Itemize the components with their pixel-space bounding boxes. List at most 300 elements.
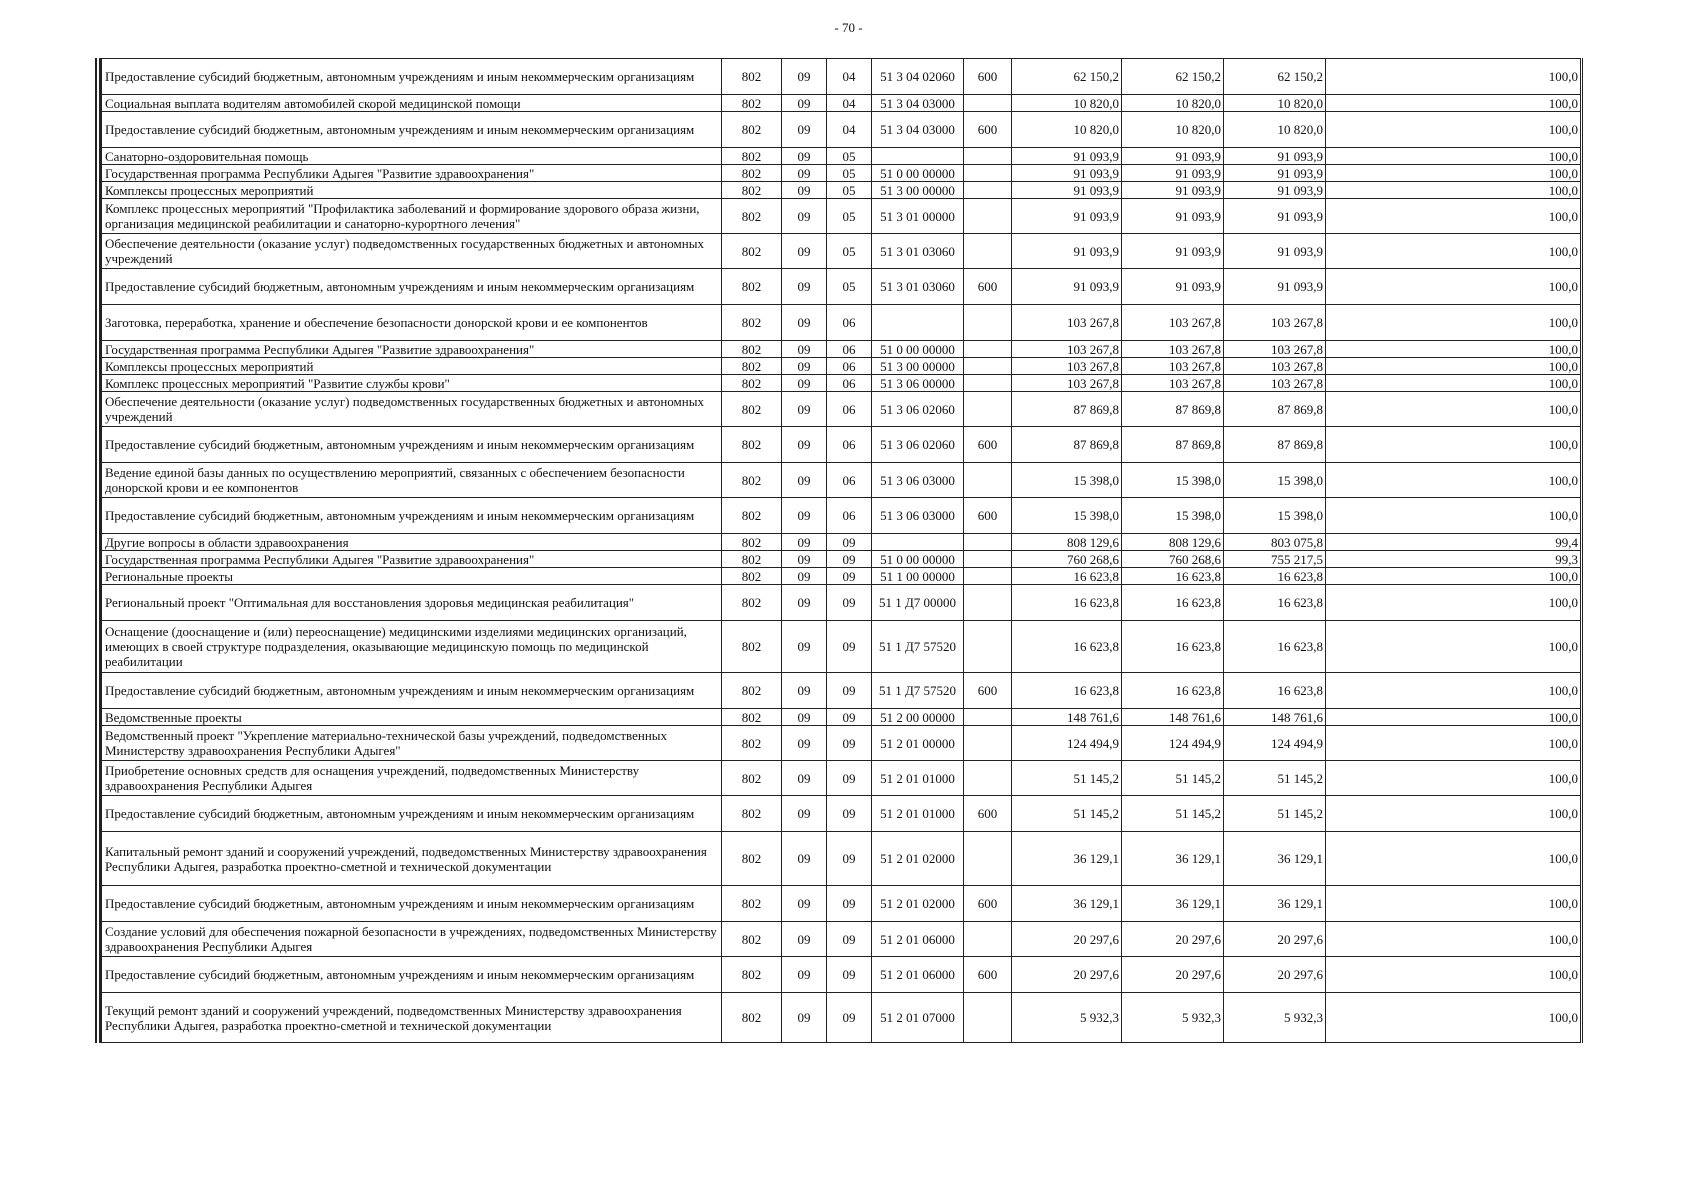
row-target-code: 51 3 04 02060 (872, 59, 964, 95)
row-name: Предоставление субсидий бюджетным, автономным учреждениям и иным некоммерческим организациям (102, 796, 722, 832)
row-section-code: 09 (782, 498, 827, 534)
row-value-2: 15 398,0 (1122, 463, 1224, 498)
row-name: Приобретение основных средств для оснащения учреждений, подведомственных Министерству здравоохранения Республики Адыгея (102, 761, 722, 796)
row-value-1: 10 820,0 (1012, 95, 1122, 112)
row-value-3: 87 869,8 (1224, 392, 1326, 427)
row-value-3: 62 150,2 (1224, 59, 1326, 95)
row-expense-type-code (964, 392, 1012, 427)
row-name: Предоставление субсидий бюджетным, автономным учреждениям и иным некоммерческим организациям (102, 673, 722, 709)
row-value-2: 15 398,0 (1122, 498, 1224, 534)
row-name: Государственная программа Республики Адыгея "Развитие здравоохранения" (102, 341, 722, 358)
row-target-code: 51 3 06 00000 (872, 375, 964, 392)
row-name: Комплексы процессных мероприятий (102, 358, 722, 375)
row-name: Обеспечение деятельности (оказание услуг) подведомственных государственных бюджетных и автономных учреждений (102, 234, 722, 269)
row-name: Предоставление субсидий бюджетным, автономным учреждениям и иным некоммерческим организациям (102, 59, 722, 95)
row-expense-type-code: 600 (964, 886, 1012, 922)
row-target-code: 51 3 04 03000 (872, 95, 964, 112)
row-target-code: 51 2 01 02000 (872, 886, 964, 922)
row-value-1: 15 398,0 (1012, 463, 1122, 498)
row-target-code: 51 1 00 00000 (872, 568, 964, 585)
table-row (102, 534, 1582, 551)
table-row (102, 112, 1582, 148)
row-target-code: 51 0 00 00000 (872, 551, 964, 568)
row-subsection-code: 09 (827, 673, 872, 709)
budget-table (101, 58, 1583, 1043)
row-percent: 100,0 (1326, 621, 1582, 673)
table-row (102, 392, 1582, 427)
row-section-code: 09 (782, 673, 827, 709)
row-expense-type-code (964, 993, 1012, 1043)
row-ved-code: 802 (722, 886, 782, 922)
row-expense-type-code (964, 551, 1012, 568)
row-value-3: 36 129,1 (1224, 886, 1326, 922)
row-expense-type-code (964, 832, 1012, 886)
row-value-3: 103 267,8 (1224, 358, 1326, 375)
table-row (102, 148, 1582, 165)
row-ved-code: 802 (722, 165, 782, 182)
row-section-code: 09 (782, 761, 827, 796)
row-value-2: 16 623,8 (1122, 568, 1224, 585)
row-section-code: 09 (782, 182, 827, 199)
table-row (102, 761, 1582, 796)
row-subsection-code: 09 (827, 886, 872, 922)
row-value-3: 755 217,5 (1224, 551, 1326, 568)
row-section-code: 09 (782, 551, 827, 568)
table-body (102, 59, 1582, 1043)
row-subsection-code: 09 (827, 957, 872, 993)
row-name: Комплекс процессных мероприятий "Развитие службы крови" (102, 375, 722, 392)
row-expense-type-code: 600 (964, 673, 1012, 709)
row-subsection-code: 09 (827, 551, 872, 568)
row-expense-type-code (964, 95, 1012, 112)
row-value-2: 124 494,9 (1122, 726, 1224, 761)
row-subsection-code: 04 (827, 95, 872, 112)
row-percent: 100,0 (1326, 568, 1582, 585)
row-value-2: 16 623,8 (1122, 585, 1224, 621)
row-percent: 100,0 (1326, 112, 1582, 148)
row-ved-code: 802 (722, 709, 782, 726)
row-target-code: 51 3 00 00000 (872, 182, 964, 199)
row-ved-code: 802 (722, 957, 782, 993)
row-value-1: 91 093,9 (1012, 148, 1122, 165)
row-expense-type-code (964, 922, 1012, 957)
row-percent: 100,0 (1326, 182, 1582, 199)
row-value-3: 15 398,0 (1224, 463, 1326, 498)
table-row (102, 709, 1582, 726)
row-section-code: 09 (782, 269, 827, 305)
row-name: Предоставление субсидий бюджетным, автономным учреждениям и иным некоммерческим организациям (102, 427, 722, 463)
table-row (102, 993, 1582, 1043)
row-name: Заготовка, переработка, хранение и обеспечение безопасности донорской крови и ее компонентов (102, 305, 722, 341)
row-target-code: 51 2 01 00000 (872, 726, 964, 761)
table-row (102, 922, 1582, 957)
row-percent: 100,0 (1326, 95, 1582, 112)
row-value-1: 36 129,1 (1012, 886, 1122, 922)
row-value-2: 91 093,9 (1122, 234, 1224, 269)
row-name: Комплексы процессных мероприятий (102, 182, 722, 199)
row-value-3: 16 623,8 (1224, 585, 1326, 621)
row-percent: 100,0 (1326, 199, 1582, 234)
row-value-2: 36 129,1 (1122, 886, 1224, 922)
row-ved-code: 802 (722, 95, 782, 112)
row-value-1: 5 932,3 (1012, 993, 1122, 1043)
row-ved-code: 802 (722, 726, 782, 761)
row-target-code: 51 2 01 06000 (872, 922, 964, 957)
row-section-code: 09 (782, 957, 827, 993)
row-expense-type-code (964, 568, 1012, 585)
row-percent: 100,0 (1326, 305, 1582, 341)
row-ved-code: 802 (722, 234, 782, 269)
row-subsection-code: 09 (827, 922, 872, 957)
row-value-1: 36 129,1 (1012, 832, 1122, 886)
row-subsection-code: 06 (827, 427, 872, 463)
row-expense-type-code: 600 (964, 498, 1012, 534)
row-subsection-code: 06 (827, 341, 872, 358)
row-expense-type-code: 600 (964, 957, 1012, 993)
row-subsection-code: 06 (827, 375, 872, 392)
row-name: Создание условий для обеспечения пожарной безопасности в учреждениях, подведомственных Министерству здравоохранения Республики Адыгея (102, 922, 722, 957)
row-name: Другие вопросы в области здравоохранения (102, 534, 722, 551)
row-value-3: 16 623,8 (1224, 673, 1326, 709)
row-value-1: 20 297,6 (1012, 922, 1122, 957)
row-section-code: 09 (782, 886, 827, 922)
row-expense-type-code (964, 182, 1012, 199)
row-subsection-code: 09 (827, 832, 872, 886)
row-value-1: 51 145,2 (1012, 761, 1122, 796)
row-value-2: 760 268,6 (1122, 551, 1224, 568)
row-section-code: 09 (782, 234, 827, 269)
row-section-code: 09 (782, 59, 827, 95)
row-ved-code: 802 (722, 585, 782, 621)
row-value-3: 16 623,8 (1224, 621, 1326, 673)
row-percent: 100,0 (1326, 358, 1582, 375)
row-value-2: 36 129,1 (1122, 832, 1224, 886)
row-target-code: 51 2 01 01000 (872, 796, 964, 832)
row-value-1: 16 623,8 (1012, 621, 1122, 673)
row-name: Ведомственный проект "Укрепление материально-технической базы учреждений, подведомственных Министерству здравоохранения Республики Адыгея" (102, 726, 722, 761)
table-row (102, 673, 1582, 709)
row-value-3: 15 398,0 (1224, 498, 1326, 534)
row-value-3: 10 820,0 (1224, 95, 1326, 112)
row-percent: 100,0 (1326, 427, 1582, 463)
row-percent: 100,0 (1326, 165, 1582, 182)
row-value-2: 16 623,8 (1122, 673, 1224, 709)
row-value-1: 808 129,6 (1012, 534, 1122, 551)
row-target-code: 51 3 06 03000 (872, 498, 964, 534)
row-target-code: 51 3 00 00000 (872, 358, 964, 375)
row-expense-type-code (964, 709, 1012, 726)
row-section-code: 09 (782, 534, 827, 551)
row-subsection-code: 06 (827, 498, 872, 534)
row-value-3: 5 932,3 (1224, 993, 1326, 1043)
row-target-code: 51 1 Д7 00000 (872, 585, 964, 621)
row-section-code: 09 (782, 148, 827, 165)
row-percent: 100,0 (1326, 341, 1582, 358)
row-target-code (872, 148, 964, 165)
table-row (102, 305, 1582, 341)
row-name: Предоставление субсидий бюджетным, автономным учреждениям и иным некоммерческим организациям (102, 112, 722, 148)
row-name: Предоставление субсидий бюджетным, автономным учреждениям и иным некоммерческим организациям (102, 498, 722, 534)
row-target-code: 51 1 Д7 57520 (872, 673, 964, 709)
row-ved-code: 802 (722, 673, 782, 709)
row-value-3: 91 093,9 (1224, 165, 1326, 182)
row-subsection-code: 05 (827, 182, 872, 199)
row-name: Предоставление субсидий бюджетным, автономным учреждениям и иным некоммерческим организациям (102, 957, 722, 993)
row-section-code: 09 (782, 305, 827, 341)
row-percent: 100,0 (1326, 957, 1582, 993)
row-expense-type-code: 600 (964, 59, 1012, 95)
row-value-2: 103 267,8 (1122, 305, 1224, 341)
row-section-code: 09 (782, 585, 827, 621)
row-subsection-code: 09 (827, 796, 872, 832)
row-section-code: 09 (782, 95, 827, 112)
row-subsection-code: 05 (827, 148, 872, 165)
row-expense-type-code: 600 (964, 796, 1012, 832)
row-name: Обеспечение деятельности (оказание услуг) подведомственных государственных бюджетных и автономных учреждений (102, 392, 722, 427)
table-row (102, 165, 1582, 182)
row-subsection-code: 09 (827, 726, 872, 761)
row-value-2: 87 869,8 (1122, 427, 1224, 463)
row-value-3: 36 129,1 (1224, 832, 1326, 886)
table-row (102, 726, 1582, 761)
row-value-2: 91 093,9 (1122, 148, 1224, 165)
table-row (102, 551, 1582, 568)
table-row (102, 182, 1582, 199)
row-value-3: 91 093,9 (1224, 148, 1326, 165)
row-target-code: 51 1 Д7 57520 (872, 621, 964, 673)
row-ved-code: 802 (722, 148, 782, 165)
row-percent: 100,0 (1326, 886, 1582, 922)
row-section-code: 09 (782, 341, 827, 358)
row-value-2: 91 093,9 (1122, 199, 1224, 234)
row-expense-type-code (964, 463, 1012, 498)
row-value-3: 91 093,9 (1224, 269, 1326, 305)
row-value-1: 51 145,2 (1012, 796, 1122, 832)
row-name: Комплекс процессных мероприятий "Профилактика заболеваний и формирование здорового образа жизни, организация медицинской реабилитации и санаторно-курортного лечения" (102, 199, 722, 234)
row-value-3: 20 297,6 (1224, 922, 1326, 957)
row-value-2: 10 820,0 (1122, 95, 1224, 112)
row-percent: 100,0 (1326, 761, 1582, 796)
table-row (102, 585, 1582, 621)
row-ved-code: 802 (722, 112, 782, 148)
row-percent: 100,0 (1326, 585, 1582, 621)
row-subsection-code: 06 (827, 463, 872, 498)
row-value-3: 148 761,6 (1224, 709, 1326, 726)
row-section-code: 09 (782, 427, 827, 463)
row-value-3: 87 869,8 (1224, 427, 1326, 463)
row-name: Государственная программа Республики Адыгея "Развитие здравоохранения" (102, 551, 722, 568)
row-value-3: 103 267,8 (1224, 305, 1326, 341)
row-value-2: 103 267,8 (1122, 341, 1224, 358)
row-value-1: 16 623,8 (1012, 568, 1122, 585)
table-row (102, 796, 1582, 832)
row-target-code: 51 3 01 03060 (872, 269, 964, 305)
row-ved-code: 802 (722, 534, 782, 551)
row-ved-code: 802 (722, 621, 782, 673)
row-ved-code: 802 (722, 375, 782, 392)
row-ved-code: 802 (722, 463, 782, 498)
row-section-code: 09 (782, 392, 827, 427)
row-value-1: 124 494,9 (1012, 726, 1122, 761)
row-target-code: 51 3 06 02060 (872, 392, 964, 427)
row-target-code: 51 2 00 00000 (872, 709, 964, 726)
table-row (102, 234, 1582, 269)
row-subsection-code: 09 (827, 534, 872, 551)
row-percent: 99,3 (1326, 551, 1582, 568)
row-section-code: 09 (782, 165, 827, 182)
row-subsection-code: 05 (827, 234, 872, 269)
row-section-code: 09 (782, 463, 827, 498)
table-row (102, 568, 1582, 585)
row-percent: 100,0 (1326, 832, 1582, 886)
row-value-1: 91 093,9 (1012, 269, 1122, 305)
row-value-2: 808 129,6 (1122, 534, 1224, 551)
row-name: Капитальный ремонт зданий и сооружений учреждений, подведомственных Министерству здравоохранения Республики Адыгея, разработка проектно-сметной и технической документации (102, 832, 722, 886)
row-value-3: 20 297,6 (1224, 957, 1326, 993)
row-ved-code: 802 (722, 182, 782, 199)
row-section-code: 09 (782, 796, 827, 832)
row-value-2: 91 093,9 (1122, 269, 1224, 305)
table-row (102, 341, 1582, 358)
row-value-1: 103 267,8 (1012, 341, 1122, 358)
row-value-2: 51 145,2 (1122, 796, 1224, 832)
row-expense-type-code (964, 305, 1012, 341)
row-percent: 100,0 (1326, 673, 1582, 709)
row-subsection-code: 09 (827, 993, 872, 1043)
row-name: Оснащение (дооснащение и (или) переоснащение) медицинскими изделиями медицинских организаций, имеющих в своей структуре подразделения, оказывающие медицинскую помощь по медицинской реабилитации (102, 621, 722, 673)
row-name: Социальная выплата водителям автомобилей скорой медицинской помощи (102, 95, 722, 112)
row-value-1: 760 268,6 (1012, 551, 1122, 568)
table-row (102, 498, 1582, 534)
row-ved-code: 802 (722, 269, 782, 305)
row-value-1: 87 869,8 (1012, 427, 1122, 463)
row-value-3: 91 093,9 (1224, 234, 1326, 269)
row-section-code: 09 (782, 375, 827, 392)
row-ved-code: 802 (722, 358, 782, 375)
row-value-3: 10 820,0 (1224, 112, 1326, 148)
row-expense-type-code (964, 358, 1012, 375)
row-target-code: 51 2 01 06000 (872, 957, 964, 993)
row-value-3: 16 623,8 (1224, 568, 1326, 585)
row-subsection-code: 06 (827, 392, 872, 427)
row-ved-code: 802 (722, 922, 782, 957)
row-value-3: 103 267,8 (1224, 375, 1326, 392)
row-value-3: 91 093,9 (1224, 199, 1326, 234)
row-value-3: 51 145,2 (1224, 761, 1326, 796)
row-ved-code: 802 (722, 832, 782, 886)
row-ved-code: 802 (722, 568, 782, 585)
row-expense-type-code (964, 165, 1012, 182)
row-subsection-code: 06 (827, 358, 872, 375)
row-percent: 100,0 (1326, 59, 1582, 95)
row-section-code: 09 (782, 726, 827, 761)
row-name: Текущий ремонт зданий и сооружений учреждений, подведомственных Министерству здравоохранения Республики Адыгея, разработка проектно-сметной и технической документации (102, 993, 722, 1043)
row-name: Ведомственные проекты (102, 709, 722, 726)
row-target-code: 51 2 01 07000 (872, 993, 964, 1043)
row-value-1: 103 267,8 (1012, 358, 1122, 375)
row-value-3: 51 145,2 (1224, 796, 1326, 832)
row-value-1: 16 623,8 (1012, 585, 1122, 621)
row-ved-code: 802 (722, 498, 782, 534)
table-row (102, 463, 1582, 498)
row-expense-type-code (964, 761, 1012, 796)
row-value-1: 10 820,0 (1012, 112, 1122, 148)
row-value-1: 103 267,8 (1012, 305, 1122, 341)
page-number: - 70 - (834, 20, 863, 35)
row-percent: 100,0 (1326, 796, 1582, 832)
row-value-2: 51 145,2 (1122, 761, 1224, 796)
row-section-code: 09 (782, 358, 827, 375)
row-value-3: 103 267,8 (1224, 341, 1326, 358)
table-row (102, 269, 1582, 305)
row-value-1: 148 761,6 (1012, 709, 1122, 726)
row-name: Ведение единой базы данных по осуществлению мероприятий, связанных с обеспечением безопасности донорской крови и ее компонентов (102, 463, 722, 498)
row-ved-code: 802 (722, 305, 782, 341)
table-row (102, 832, 1582, 886)
row-ved-code: 802 (722, 341, 782, 358)
row-target-code: 51 2 01 01000 (872, 761, 964, 796)
row-expense-type-code (964, 341, 1012, 358)
row-ved-code: 802 (722, 59, 782, 95)
row-ved-code: 802 (722, 796, 782, 832)
row-value-1: 91 093,9 (1012, 234, 1122, 269)
row-value-2: 148 761,6 (1122, 709, 1224, 726)
row-name: Санаторно-оздоровительная помощь (102, 148, 722, 165)
row-value-2: 10 820,0 (1122, 112, 1224, 148)
table-row (102, 427, 1582, 463)
row-value-1: 15 398,0 (1012, 498, 1122, 534)
row-section-code: 09 (782, 199, 827, 234)
row-percent: 100,0 (1326, 392, 1582, 427)
row-ved-code: 802 (722, 199, 782, 234)
row-target-code: 51 0 00 00000 (872, 341, 964, 358)
row-percent: 100,0 (1326, 375, 1582, 392)
table-row (102, 886, 1582, 922)
row-value-2: 5 932,3 (1122, 993, 1224, 1043)
row-value-1: 103 267,8 (1012, 375, 1122, 392)
row-section-code: 09 (782, 832, 827, 886)
row-section-code: 09 (782, 568, 827, 585)
row-value-2: 103 267,8 (1122, 358, 1224, 375)
row-name: Государственная программа Республики Адыгея "Развитие здравоохранения" (102, 165, 722, 182)
row-ved-code: 802 (722, 761, 782, 796)
row-ved-code: 802 (722, 993, 782, 1043)
row-value-2: 103 267,8 (1122, 375, 1224, 392)
row-value-2: 16 623,8 (1122, 621, 1224, 673)
row-subsection-code: 05 (827, 269, 872, 305)
row-percent: 100,0 (1326, 269, 1582, 305)
row-subsection-code: 09 (827, 621, 872, 673)
row-value-1: 91 093,9 (1012, 182, 1122, 199)
row-value-3: 124 494,9 (1224, 726, 1326, 761)
row-subsection-code: 06 (827, 305, 872, 341)
row-value-2: 20 297,6 (1122, 957, 1224, 993)
row-subsection-code: 05 (827, 199, 872, 234)
row-percent: 99,4 (1326, 534, 1582, 551)
row-expense-type-code: 600 (964, 427, 1012, 463)
row-percent: 100,0 (1326, 993, 1582, 1043)
table-row (102, 59, 1582, 95)
row-percent: 100,0 (1326, 922, 1582, 957)
row-expense-type-code: 600 (964, 269, 1012, 305)
row-target-code: 51 3 01 03060 (872, 234, 964, 269)
row-ved-code: 802 (722, 427, 782, 463)
row-value-1: 16 623,8 (1012, 673, 1122, 709)
row-expense-type-code: 600 (964, 112, 1012, 148)
row-value-1: 91 093,9 (1012, 199, 1122, 234)
row-expense-type-code (964, 234, 1012, 269)
row-target-code: 51 2 01 02000 (872, 832, 964, 886)
